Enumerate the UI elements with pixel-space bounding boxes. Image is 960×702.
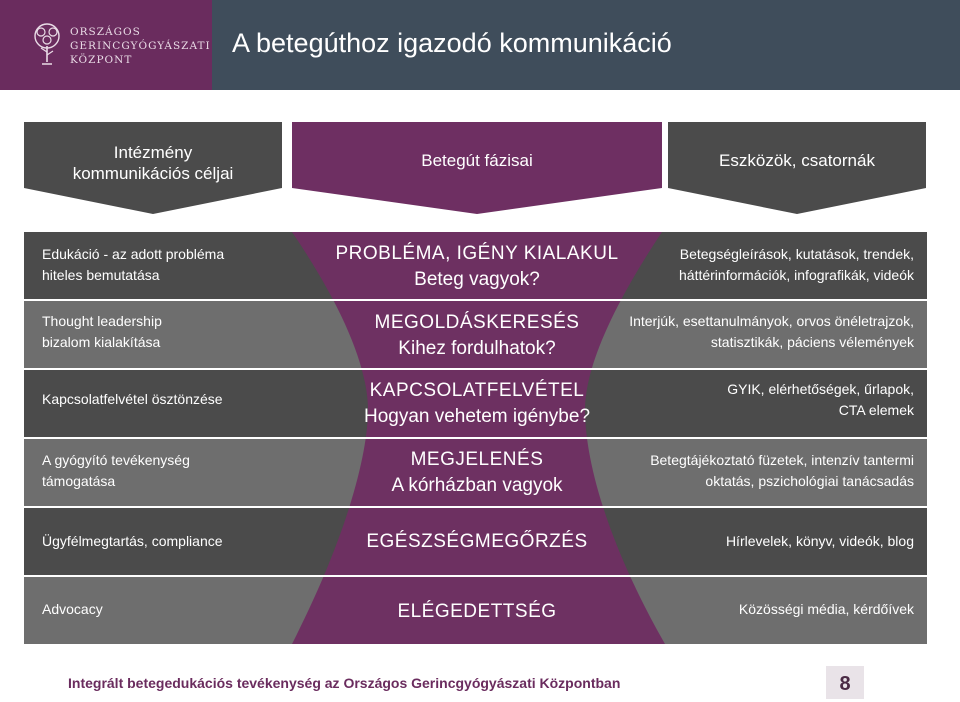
phase-question: Kihez fordulhatok? xyxy=(398,338,556,359)
logo-line: KÖZPONT xyxy=(70,54,133,66)
row-goal xyxy=(42,311,162,353)
row-goal xyxy=(42,599,103,620)
header-line: Intézmény xyxy=(113,143,193,162)
phase-question: A kórházban vagyok xyxy=(391,475,563,496)
goal-line: Advocacy xyxy=(42,601,103,617)
logo-text xyxy=(70,25,211,67)
row-goal xyxy=(42,244,224,286)
goal-line: Kapcsolatfelvétel ösztönzése xyxy=(42,391,223,407)
channel-line: Közösségi média, kérdőívek xyxy=(738,601,914,617)
row-phase xyxy=(330,310,624,362)
header-bar xyxy=(0,0,960,90)
channel-line: Betegtájékoztató füzetek, intenzív tantermi xyxy=(650,452,914,468)
goal-line: Edukáció - az adott probléma xyxy=(42,246,225,262)
phase-name: EGÉSZSÉGMEGŐRZÉS xyxy=(366,531,588,552)
row-channels xyxy=(650,450,914,492)
goal-line: bizalom kialakítása xyxy=(42,334,161,350)
row-goal xyxy=(42,450,190,492)
channel-line: Interjúk, esettanulmányok, orvos önéletrajzok, xyxy=(629,313,914,329)
row-channels xyxy=(629,311,914,353)
goal-line: Ügyfélmegtartás, compliance xyxy=(42,533,223,549)
row-phase xyxy=(330,529,624,555)
phase-name: KAPCSOLATFELVÉTEL xyxy=(369,380,585,401)
right-column-header: Eszközök, csatornák xyxy=(719,151,875,170)
footer-text: Integrált betegedukációs tevékenység az Országos Gerincgyógyászati Központban xyxy=(68,675,621,691)
logo xyxy=(0,0,212,90)
logo-line: ORSZÁGOS xyxy=(70,26,141,38)
phase-question: Hogyan vehetem igénybe? xyxy=(363,406,591,427)
phase-name: MEGJELENÉS xyxy=(410,449,544,470)
phase-name: PROBLÉMA, IGÉNY KIALAKUL xyxy=(335,243,619,264)
row-goal xyxy=(42,389,223,410)
channel-line: statisztikák, páciens vélemények xyxy=(710,334,914,350)
phase-question: Beteg vagyok? xyxy=(414,269,540,290)
phase-name: ELÉGEDETTSÉG xyxy=(397,601,557,622)
tree-logo-icon xyxy=(30,22,64,66)
left-column-header xyxy=(40,142,266,184)
channel-line: CTA elemek xyxy=(838,402,914,418)
channel-line: GYIK, elérhetőségek, űrlapok, xyxy=(727,381,914,397)
center-column-header: Betegút fázisai xyxy=(421,151,533,170)
row-goal xyxy=(42,531,223,552)
row-channels xyxy=(726,531,914,552)
patient-journey-diagram xyxy=(0,110,960,655)
channel-line: oktatás, pszichológiai tanácsadás xyxy=(705,473,914,489)
goal-line: Thought leadership xyxy=(42,313,162,329)
page-title: A betegúthoz igazodó kommunikáció xyxy=(232,28,672,58)
channel-line: háttérinformációk, infografikák, videók xyxy=(679,267,914,283)
header-line: kommunikációs céljai xyxy=(72,164,234,183)
page-number: 8 xyxy=(826,666,864,699)
phase-name: MEGOLDÁSKERESÉS xyxy=(374,312,580,333)
goal-line: A gyógyító tevékenység xyxy=(42,452,190,468)
row-phase xyxy=(330,447,624,499)
row-channels xyxy=(679,244,914,286)
row-phase xyxy=(330,378,624,430)
row-channels xyxy=(739,599,914,620)
logo-line: GERINCGYÓGYÁSZATI xyxy=(70,40,211,52)
channel-line: Hírlevelek, könyv, videók, blog xyxy=(725,533,914,549)
row-phase xyxy=(330,241,624,293)
channel-line: Betegségleírások, kutatások, trendek, xyxy=(679,246,914,262)
row-channels xyxy=(727,379,914,421)
goal-line: támogatása xyxy=(42,473,116,489)
goal-line: hiteles bemutatása xyxy=(42,267,160,283)
row-phase xyxy=(330,599,624,625)
